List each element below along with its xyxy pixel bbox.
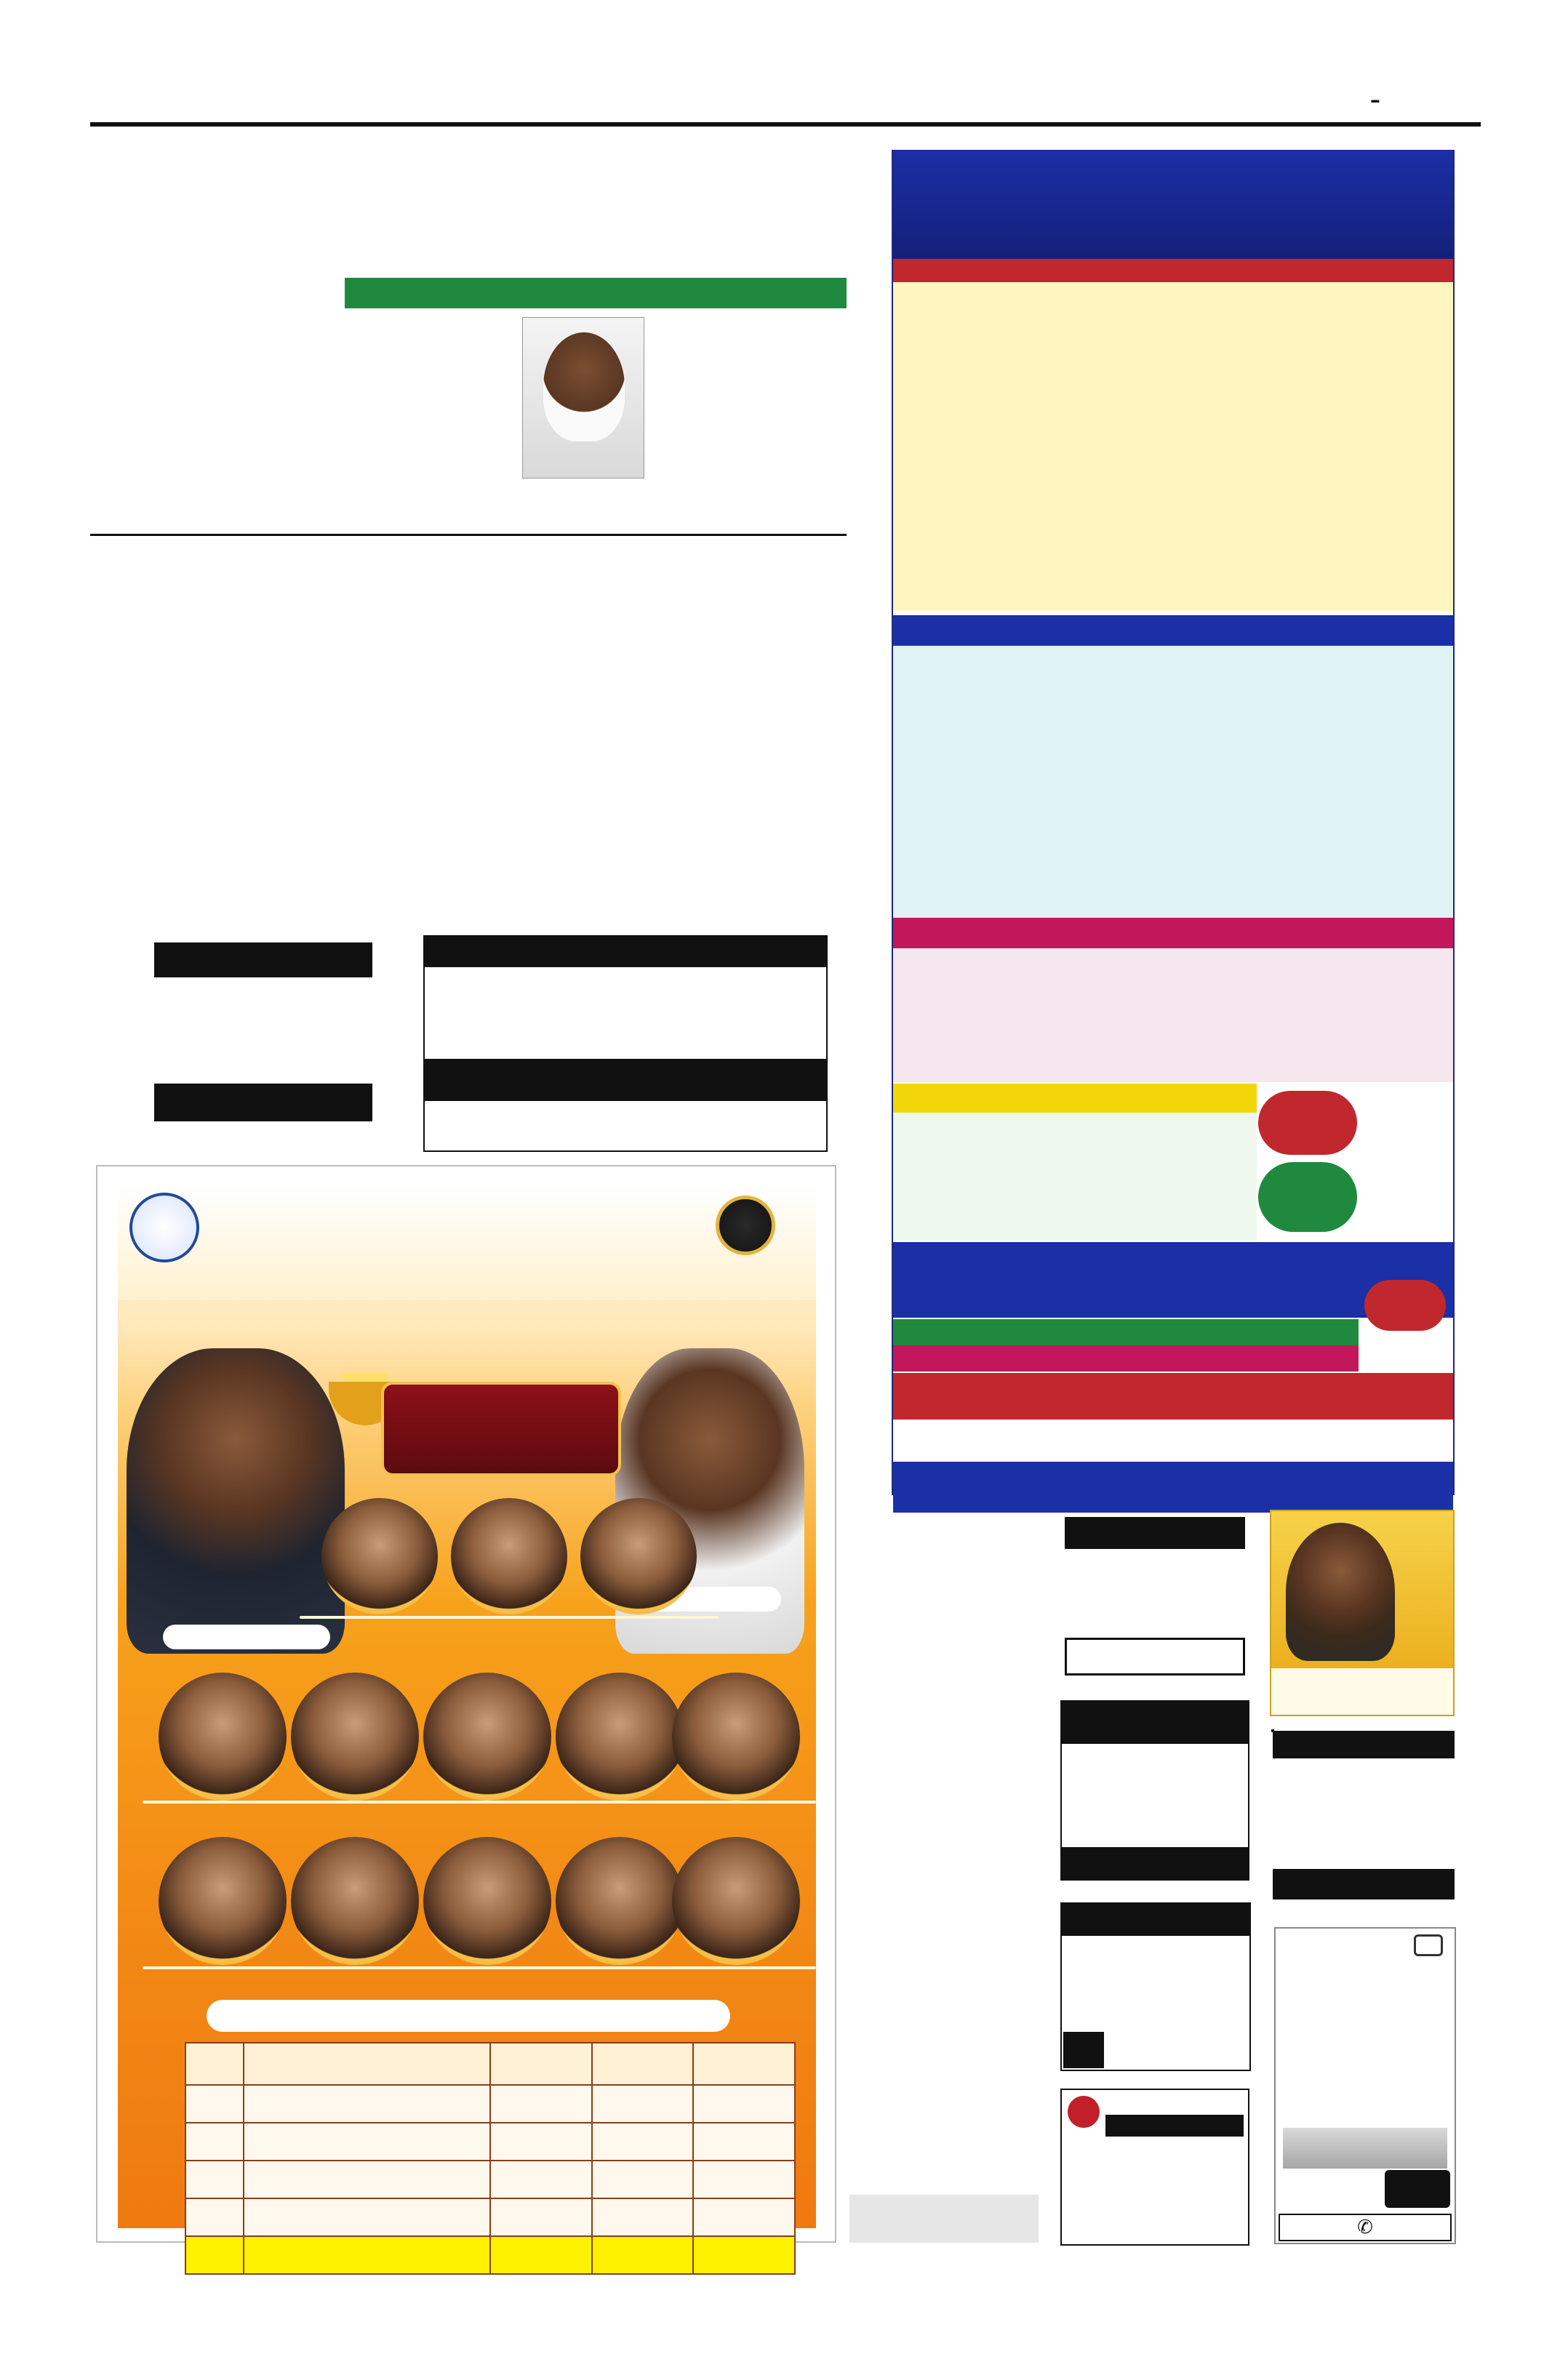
rate-sl: [185, 2236, 244, 2274]
partner-logo-icon: [1414, 1934, 1443, 1956]
vacancy1-phone[interactable]: [154, 1084, 372, 1121]
registration-streams: [893, 1248, 1453, 1269]
vacancy2-title: [1065, 1517, 1245, 1549]
rate-row: [185, 2085, 795, 2123]
hostel-banner: [893, 1345, 1359, 1372]
rate-row: [185, 2123, 795, 2161]
director-photo: [580, 1498, 697, 1614]
accounts-note: [425, 1059, 826, 1101]
accounts-title: [425, 937, 826, 967]
president-photo: [127, 1348, 345, 1654]
gold-phone[interactable]: [1273, 1869, 1455, 1899]
notice-advocate: [851, 2073, 1037, 2141]
reader-badge: [1068, 2096, 1100, 2128]
notice-body: [851, 1553, 1037, 1968]
centum-badge: [1258, 1162, 1357, 1232]
rate-senior: [592, 2236, 694, 2274]
director-photo: [451, 1498, 567, 1614]
minister-portrait: [543, 332, 625, 441]
story2-col1: [90, 637, 335, 928]
rate-senior: [592, 2085, 694, 2123]
story2-col2: [345, 637, 589, 928]
director-name: [656, 1801, 816, 1803]
story1-kicker: [345, 278, 847, 308]
jee-panel: [893, 646, 1453, 918]
rate-staff: [693, 2085, 795, 2123]
jee-banner: [893, 615, 1453, 646]
toppers-banner: [893, 259, 1453, 282]
vacancy-ad-1: [132, 938, 397, 1127]
director-photo: [321, 1498, 438, 1614]
masthead: [90, 81, 1481, 122]
phone-icon: ✆: [1357, 2217, 1373, 2238]
rate-public: [490, 2161, 592, 2198]
public-notice: [847, 1520, 1041, 2250]
poorva-house-image: [1283, 2128, 1447, 2169]
neet-panel: [893, 948, 1453, 1082]
notice-schedule: [851, 1993, 1037, 2068]
director-photo: [423, 1673, 551, 1801]
director-photo: [291, 1673, 419, 1801]
notice-blank: [849, 2195, 1039, 2243]
bank-side-phone: [131, 2061, 151, 2206]
fee-block: [893, 1420, 1453, 1462]
rate-details: [244, 2161, 490, 2198]
rate-public: [490, 2198, 592, 2236]
rate-sl: [185, 2123, 244, 2161]
rate-staff: [693, 2161, 795, 2198]
rate-public: [490, 2123, 592, 2161]
house-title: [1062, 1904, 1249, 1936]
director-name: [656, 1966, 816, 1969]
reader-notice-ad: [1060, 2089, 1249, 2246]
rate-staff: [693, 2236, 795, 2274]
bank-ad: [96, 1165, 836, 2243]
rate-details: [244, 2236, 490, 2274]
tribute-ad: [1270, 1510, 1455, 1716]
reader-title: [1105, 2115, 1244, 2137]
story1-col1: [90, 276, 337, 547]
director-photo: [672, 1837, 800, 1965]
festival-banner: [381, 1382, 621, 1476]
rate-senior: [592, 2123, 694, 2161]
rate-details: [244, 2085, 490, 2123]
director-photo: [423, 1837, 551, 1965]
poorva-ad: [1274, 1927, 1456, 2244]
bank-anniversary-badge: [716, 1196, 775, 1255]
accounts-ad: [423, 935, 828, 1152]
college-header: [893, 150, 1453, 259]
house-call-label: [1063, 2032, 1104, 2068]
neet-banner: [893, 918, 1453, 948]
rates-table: [185, 2042, 796, 2275]
kcet-panel: [893, 1113, 1257, 1241]
page-label: –: [1370, 88, 1380, 112]
rates-title: [207, 2000, 730, 2032]
rate-public: [490, 2085, 592, 2123]
transport-block: [893, 1373, 1453, 1420]
police-call[interactable]: [1062, 1847, 1248, 1879]
col-senior: [592, 2043, 694, 2085]
director-photo: [159, 1673, 287, 1801]
college-phones[interactable]: [893, 1484, 1453, 1513]
col-details: [244, 2043, 490, 2085]
rate-details: [244, 2123, 490, 2161]
distinction-badge: [1258, 1091, 1357, 1155]
rate-row: [185, 2161, 795, 2198]
rate-row: [185, 2198, 795, 2236]
gold-ad: [1271, 1729, 1274, 1732]
poorva-phone[interactable]: [1279, 2214, 1452, 2241]
toppers-panel: [893, 282, 1453, 611]
tribute-photo: [1286, 1523, 1395, 1661]
vacancy-ad-2: [1056, 1517, 1252, 1684]
house-sale-ad: [1060, 1902, 1251, 2071]
col-sl: [185, 2043, 244, 2085]
director-photo: [291, 1837, 419, 1965]
bank-header-band: [118, 1184, 816, 1300]
president-name: [163, 1625, 330, 1649]
rate-sl: [185, 2161, 244, 2198]
gold-body: [1277, 1763, 1452, 1833]
rate-sl: [185, 2198, 244, 2236]
director-photo: [672, 1673, 800, 1801]
police-layout-ad: [1060, 1700, 1249, 1881]
story2-rule: [90, 534, 847, 536]
rate-staff: [693, 2198, 795, 2236]
director-name: [559, 1616, 719, 1619]
rate-row-highlight: [185, 2236, 795, 2274]
rate-details: [244, 2198, 490, 2236]
story1-col2: [345, 314, 512, 548]
col-public: [490, 2043, 592, 2085]
rate-senior: [592, 2198, 694, 2236]
col-staff: [693, 2043, 795, 2085]
rate-public: [490, 2236, 592, 2274]
rate-sl: [185, 2085, 244, 2123]
admissions-badge: [1364, 1280, 1446, 1331]
gold-title: [1273, 1731, 1455, 1758]
director-photo: [556, 1837, 684, 1965]
director-photo: [556, 1673, 684, 1801]
minister-photo: [522, 317, 644, 479]
officer-line: [893, 1462, 1453, 1484]
bank-logo-icon: [129, 1193, 199, 1262]
reader-body: [1068, 2141, 1245, 2227]
director-photo: [159, 1837, 287, 1965]
poorva-price-badge: [1385, 2170, 1450, 2208]
rate-senior: [592, 2161, 694, 2198]
rate-staff: [693, 2123, 795, 2161]
masthead-rule: [90, 122, 1481, 127]
story2-col3: [601, 637, 847, 928]
coaching-banner: [893, 1319, 1359, 1345]
vacancy1-title: [154, 942, 372, 977]
vacancy2-phone[interactable]: [1065, 1638, 1245, 1676]
kcet-banner: [893, 1084, 1257, 1113]
tribute-caption: [1271, 1668, 1453, 1715]
police-title: [1062, 1702, 1248, 1744]
story1-col3: [653, 314, 847, 548]
